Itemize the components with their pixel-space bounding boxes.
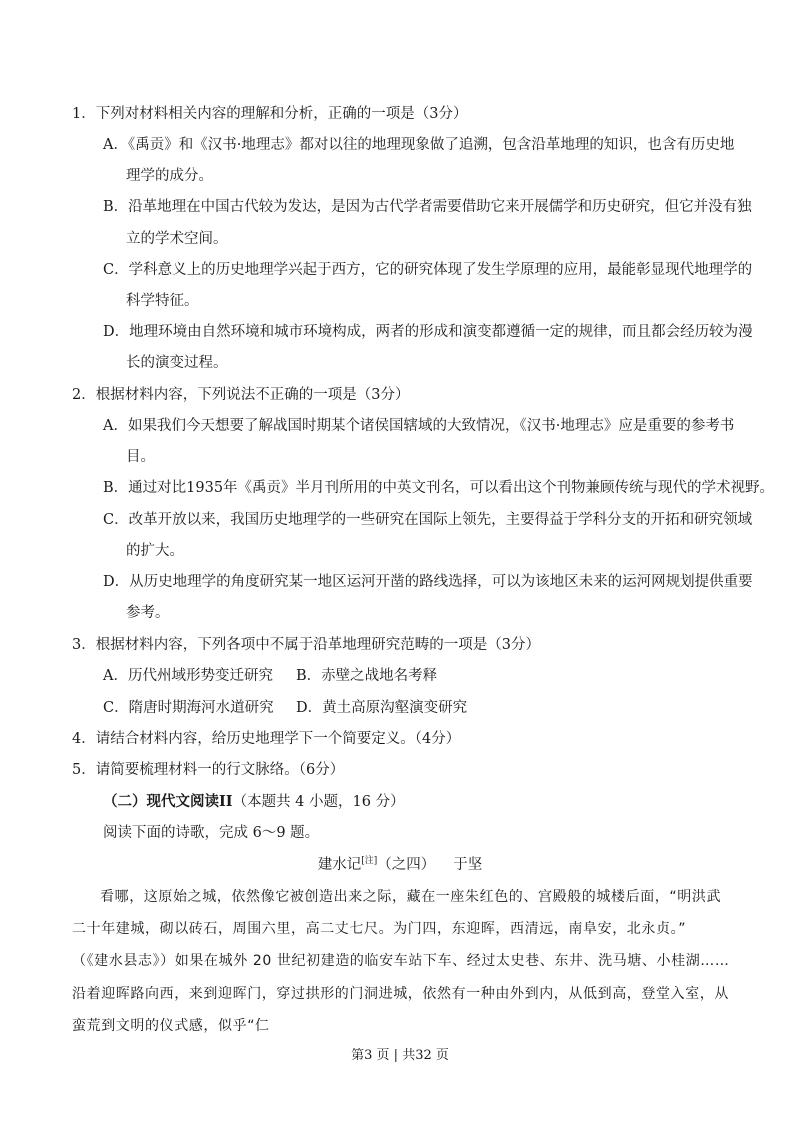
poem-line-4: 沿着迎晖路向西，来到迎晖门，穿过拱形的门洞进城，依然有一种由外到内，从低到高，登堂入室，从 — [72, 986, 729, 1002]
question-3-stem: 3．根据材料内容，下列各项中不属于沿革地理研究范畴的一项是（3分） — [72, 637, 540, 653]
section-instruction: 阅读下面的诗歌，完成 6～9 题。 — [103, 825, 320, 841]
q1-option-a-line1: A．《禹贡》和《汉书·地理志》都对以往的地理现象做了追溯，包含沿革地理的知识，也含有历史地 — [103, 137, 735, 153]
q3-option-c: C．隋唐时期海河水道研究 — [103, 700, 274, 716]
section-note: （本题共 4 小题，16 分） — [232, 794, 405, 810]
poem-line-2: 二十年建城，砌以砖石，周围六里，高二丈七尺。为门四，东迎晖，西清远，南阜安，北永贞。” — [72, 921, 687, 937]
q1-option-d-line2: 长的演变过程。 — [126, 355, 228, 371]
q1-option-c-line2: 科学特征。 — [126, 293, 199, 309]
footnote-mark: [注] — [361, 856, 378, 867]
q2-option-c-line2: 的扩大。 — [126, 543, 184, 559]
question-1-stem: 1．下列对材料相关内容的理解和分析，正确的一项是（3分） — [72, 106, 468, 122]
q1-option-b-line2: 立的学术空间。 — [126, 231, 228, 247]
q1-option-d-line1: D．地理环境由自然环境和城市环境构成，两者的形成和演变都遵循一定的规律，而且都会经历较为漫 — [103, 324, 753, 340]
q3-option-b: B．赤壁之战地名考释 — [296, 668, 438, 684]
question-4-stem: 4．请结合材料内容，给历史地理学下一个简要定义。（4分） — [72, 731, 461, 747]
q2-option-d-line2: 参考。 — [126, 605, 170, 621]
poem-title-line — [0, 855, 800, 875]
section-title: （二）现代文阅读II — [103, 793, 233, 810]
q1-option-b-line1: B．沿革地理在中国古代较为发达，是因为古代学者需要借助它来开展儒学和历史研究，但它并没有独 — [103, 199, 752, 215]
footer-separator: | — [393, 1048, 399, 1063]
q2-option-a-line1: A．如果我们今天想要了解战国时期某个诸侯国辖域的大致情况，《汉书·地理志》应是重要的参考书 — [103, 418, 735, 434]
section-heading — [103, 792, 405, 812]
question-2-stem: 2．根据材料内容，下列说法不正确的一项是（3分） — [72, 387, 410, 403]
q2-option-d-line1: D．从历史地理学的角度研究某一地区运河开凿的路线选择，可以为该地区未来的运河网规划提供重要 — [103, 574, 753, 590]
q2-option-a-line2: 目。 — [126, 449, 155, 465]
page-number: 第3 页 — [351, 1048, 390, 1063]
poem-line-5: 蛮荒到文明的仪式感，似乎“仁 — [72, 1018, 270, 1034]
poem-line-1: 看哪，这原始之城，依然像它被创造出来之际，藏在一座朱红色的、宫殿般的城楼后面，“明洪武 — [100, 889, 722, 905]
poem-title: 建水记 — [317, 857, 362, 873]
poem-line-3: （《建水县志》）如果在城外 20 世纪初建造的临安车站下车、经过太史巷、东井、洗马塘、小桂湖…… — [72, 953, 730, 969]
q1-option-a-line2: 理学的成分。 — [126, 168, 213, 184]
q3-option-a: A．历代州域形势变迁研究 — [103, 668, 273, 684]
q2-option-c-line1: C．改革开放以来，我国历史地理学的一些研究在国际上领先，主要得益于学科分支的开拓和研究领域 — [103, 512, 753, 528]
page-footer — [0, 1046, 800, 1066]
q1-option-c-line1: C．学科意义上的历史地理学兴起于西方，它的研究体现了发生学原理的应用，最能彰显现代地理学的 — [103, 262, 753, 278]
poem-author: 于坚 — [453, 857, 483, 873]
q3-option-d: D．黄土高原沟壑演变研究 — [296, 700, 468, 716]
poem-subtitle: （之四） — [377, 857, 436, 873]
question-5-stem: 5．请简要梳理材料一的行文脉络。（6分） — [72, 762, 345, 778]
q2-option-b-line1: B．通过对比1935年《禹贡》半月刊所用的中英文刊名，可以看出这个刊物兼顾传统与现代的学术视野。 — [103, 480, 775, 496]
page-total: 共32 页 — [402, 1048, 449, 1063]
